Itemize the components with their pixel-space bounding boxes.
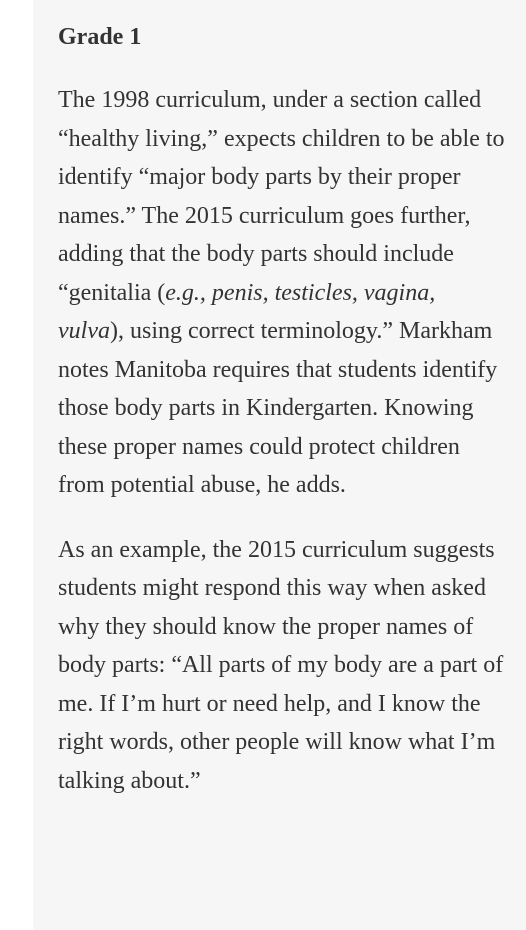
paragraph-1-text-a: The 1998 curriculum, under a section called “healthy living,” expects children to be able to identify “major body parts by their proper names.” The 2015 curriculum goes further, adding that the body parts should include “genitalia ( [58, 87, 505, 306]
paragraph-1-italic-examples: e.g., penis, testicles, vagina, vulva [58, 279, 436, 344]
paragraph-2: As an example, the 2015 curriculum suggests students might respond this way when asked why they should know the proper names of body parts: “All parts of my body are a part of me. If I’m hurt or need help, and I know the right words, other people will know what I’m talking about.” [58, 536, 504, 794]
article-panel [33, 0, 526, 930]
section-heading: Grade 1 [58, 24, 142, 50]
paragraph-1-text-b: ), using correct terminology.” Markham notes Manitoba requires that students identify those body parts in Kindergarten. Knowing these proper names could protect children from potential abuse, he adds. [58, 318, 498, 498]
paragraph-1 [58, 81, 506, 505]
